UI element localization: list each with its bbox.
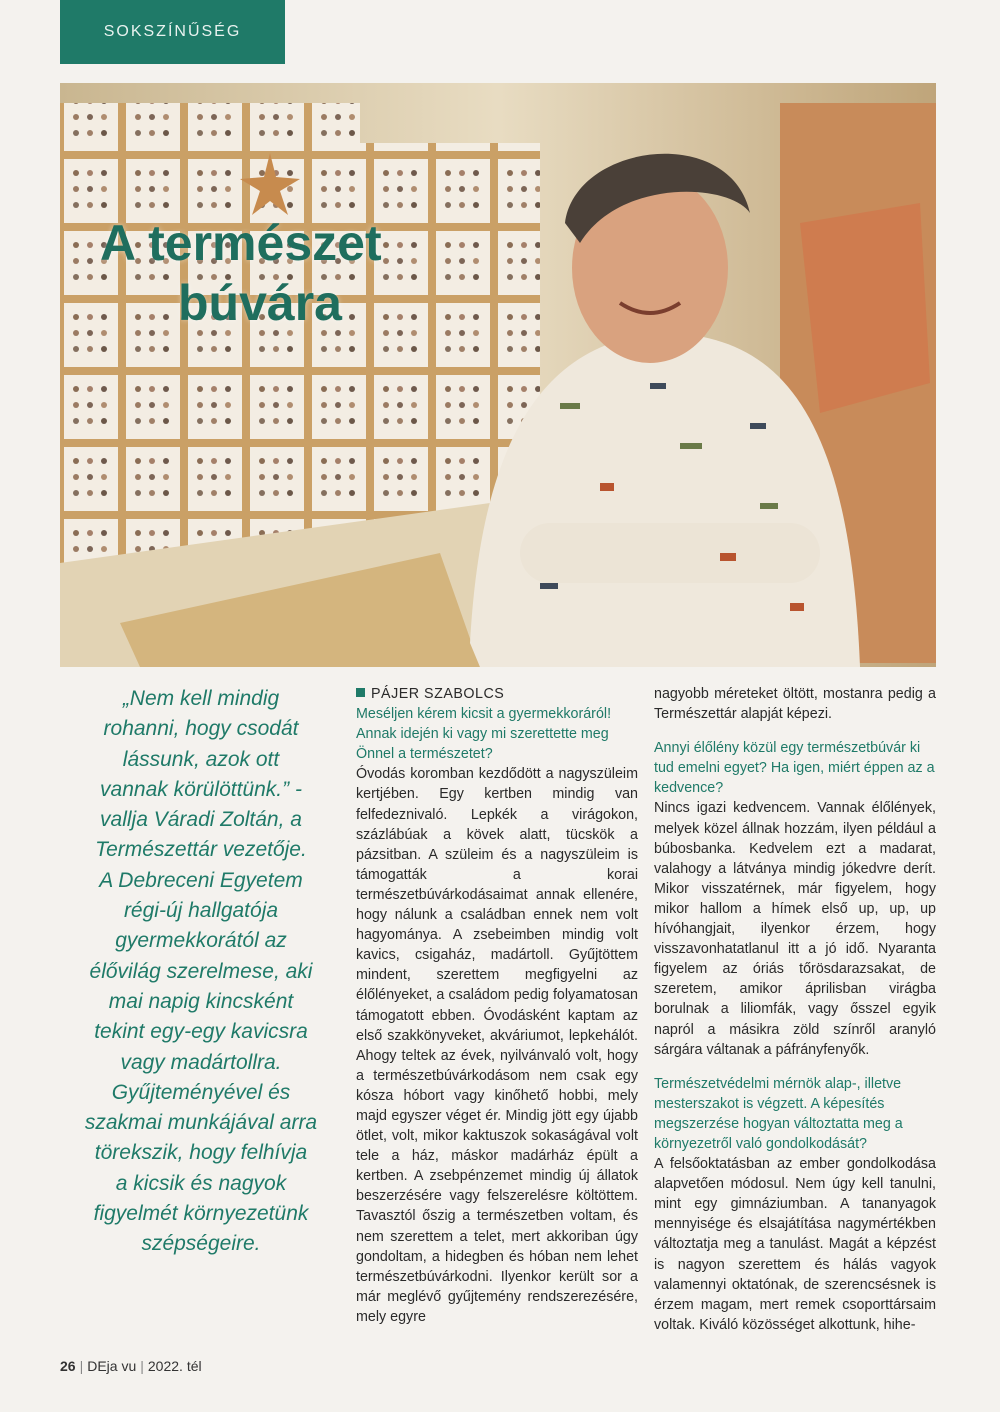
pull-quote-line: a kicsik és nagyok bbox=[115, 1171, 287, 1195]
question-1: Meséljen kérem kicsit a gyermekkoráról! Annak idején ki vagy mi szerettette meg Önnel a természetet? bbox=[356, 706, 612, 763]
pull-quote-line: gyermekkorától az bbox=[115, 929, 287, 953]
headline-line-1: A természet bbox=[100, 215, 382, 271]
pull-quote-line: törekszik, hogy felhívja bbox=[94, 1141, 308, 1165]
issue-label: 2022. tél bbox=[147, 1358, 202, 1374]
answer-3: A felsőoktatásban az ember gondolkodása alapvetően módosul. Nem úgy kell tanulni, mint egy gimnáziumban. A tananyagok mennyisége és elsajátítása nagymértékben változtatja meg a tanulást. Magát a képzést is nagyon szerettem és hálás vagyok valamennyi oktatónak, de szerencsésnek is érzem magam, mert remek csoporttársaim voltak. Kiváló közösséget alkottunk, hihe- bbox=[654, 1156, 936, 1333]
headline-line-2: búvára bbox=[178, 275, 342, 331]
pull-quote-line: Természettár vezetője. bbox=[95, 838, 307, 862]
pull-quote-line: lássunk, azok ott bbox=[122, 747, 280, 771]
pull-quote-line: régi-új hallgatója bbox=[123, 899, 279, 923]
answer-1: Óvodás koromban kezdődött a nagyszüleim kertjében. Egy kertben mindig van felfedeznivaló. Lepkék a virágokon, százlábúak a kövek alatt, tücskök a pázsitban. A szüleim és a nagyszüleim is támogatták a korai természetbúvárkodásaimat annak ellenére, hogy nálunk a családban ennek nem volt hagyománya. A zsebeimben mindig volt kavics, csigaház, madártoll. Gyűjtöttem mindent, szerettem megfigyelni az élőlényeket, a családom pedig folyamatosan támogatott ebben. Óvodásként kaptam az első szakkönyveket, akváriumot, lepkehálót. Ahogy teltek az évek, nyilvánvaló volt, hogy a természetbúvárkodásom nem csak egy kósza hóbort vagy kinőhető hobbi, mely majd egyszer véget ér. Mindig jött egy újabb ötlet, volt, mikor kaktuszok sokaságával volt tele a ház, máskor madárház épült a kertben. A zsebpénzemet mindig új állatok beszerzésére vagy felszerelésre költöttem. Tavasztól őszig a természetben voltam, és nem szerettem a telet, mert akkoriban úgy gondoltam, a hidegben és hóban nem lehet természetbúvárkodni. Ilyenkor került sor a már meglévő gyűjtemény rendszerezésére, mely egyre bbox=[356, 766, 638, 1325]
pull-quote-line: vagy madártollra. bbox=[120, 1050, 282, 1074]
question-3: Természetvédelmi mérnök alap-, illetve mesterszakot is végzett. A képesítés megszerzése hogyan változtatta meg a környezetről való gondolkodását? bbox=[654, 1075, 903, 1152]
pull-quote-line: rohanni, hogy csodát bbox=[103, 717, 299, 741]
bullet-square-icon bbox=[356, 688, 365, 697]
author-name: PÁJER SZABOLCS bbox=[371, 686, 505, 702]
magazine-name: DEja vu bbox=[87, 1358, 137, 1374]
article-column-1 bbox=[356, 684, 638, 1327]
page-number: 26 bbox=[60, 1358, 76, 1374]
pull-quote-line: tekint egy-egy kavicsra bbox=[94, 1020, 308, 1044]
answer-2: Nincs igazi kedvencem. Vannak élőlények, melyek közel állnak hozzám, ilyen például a búbosbanka. Kedvelem ezt a madarat, valahogy a látványa mindig jókedvre derít. Mikor visszatérnek, már figyelem, hogy mikor hallom a hímek első up, up, up hívóhangjait, ilyenkor érzem, hogy visszavonhatatlanul itt a jó idő. Nyaranta figyelem az óriás tőrösdarazsakat, de szeretem, amikor áprilisban virágba borulnak a liliomfák, vagy ősszel egyik napról a másikra zöld színről aranyló sárgára váltanak a páfrányfenyők. bbox=[654, 800, 936, 1058]
article-column-2 bbox=[654, 684, 936, 1335]
pull-quote-line: „Nem kell mindig bbox=[122, 687, 280, 710]
author-byline bbox=[356, 684, 638, 704]
pull-quote-line: Gyűjteményével és bbox=[111, 1080, 291, 1104]
section-label: SOKSZÍNŰSÉG bbox=[103, 23, 242, 40]
pull-quote-line: szakmai munkájával arra bbox=[84, 1111, 318, 1135]
answer-1-continued: nagyobb méreteket öltött, mostanra pedig a Természettár alapját képezi. bbox=[654, 686, 936, 723]
page-footer: 26 | DEja vu | 2022. tél bbox=[60, 1358, 202, 1374]
hero-photo bbox=[60, 83, 936, 667]
pull-quote-line: A Debreceni Egyetem bbox=[99, 868, 303, 892]
pull-quote-line: vallja Váradi Zoltán, a bbox=[100, 808, 302, 832]
pull-quote-line: mai napig kincsként bbox=[108, 989, 294, 1013]
pull-quote bbox=[62, 684, 340, 1260]
headline bbox=[100, 213, 382, 333]
pull-quote-line: élővilág szerelmese, aki bbox=[89, 959, 313, 983]
pull-quote-line: szépségeire. bbox=[141, 1232, 261, 1256]
collection-room-illustration bbox=[60, 83, 936, 667]
pull-quote-line: figyelmét környezetünk bbox=[93, 1202, 309, 1226]
section-tab bbox=[60, 0, 285, 64]
pull-quote-line: vannak körülöttünk.” - bbox=[100, 777, 302, 801]
question-2: Annyi élőlény közül egy természetbúvár ki tud emelni egyet? Ha igen, miért éppen az a kedvence? bbox=[654, 740, 935, 797]
